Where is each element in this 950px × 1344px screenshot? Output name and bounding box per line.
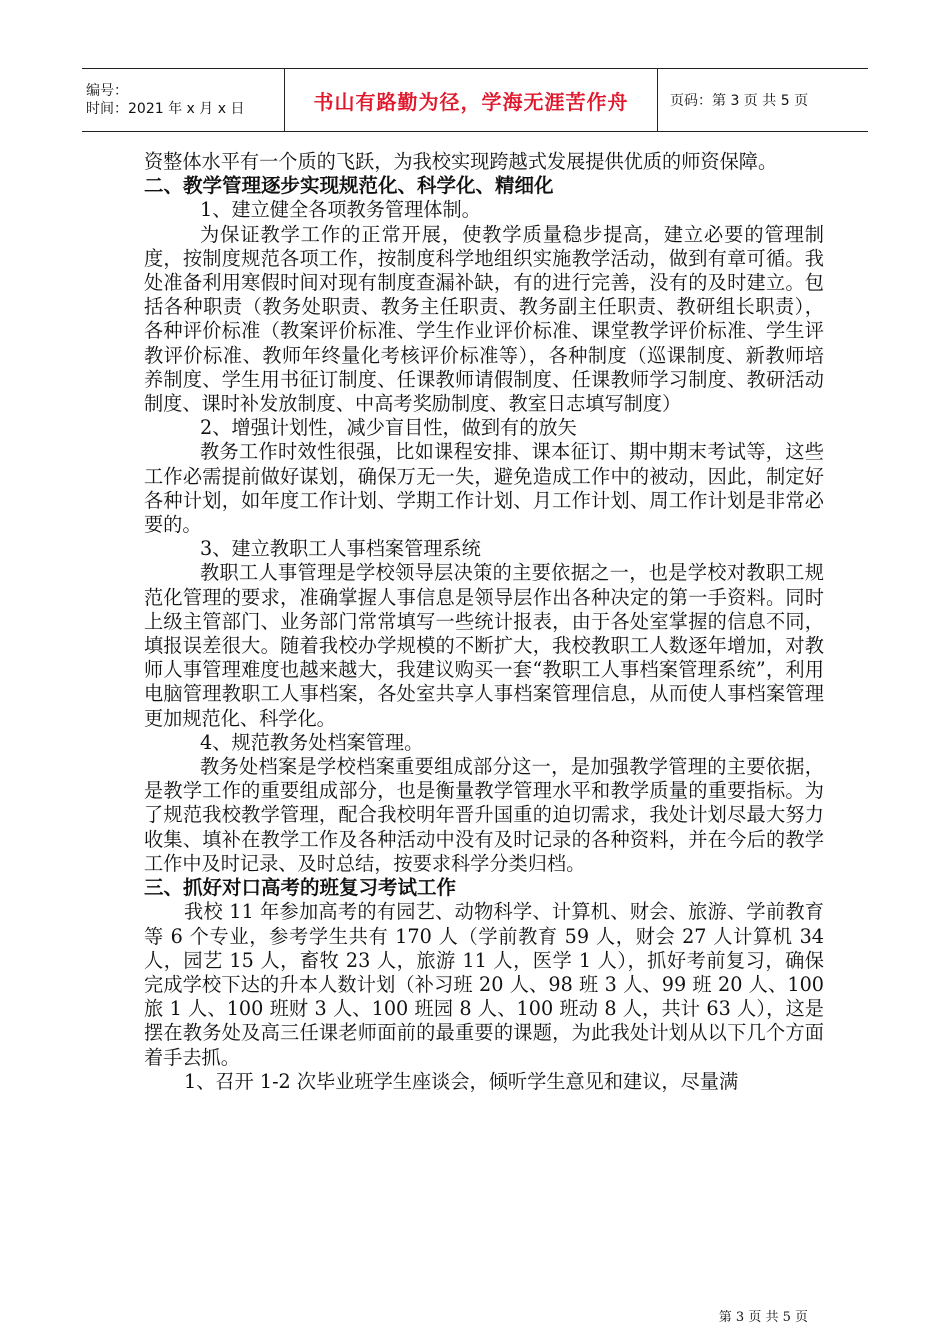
header-motto: 书山有路勤为径，学海无涯苦作舟 [313,89,629,114]
paragraph: 1、召开 1-2 次毕业班学生座谈会，倾听学生意见和建议，尽量满 [184,1069,739,1093]
document-number: 编号： [86,83,128,99]
paragraph: 资整体水平有一个质的飞跃，为我校实现跨越式发展提供优质的师资保障。 [144,150,778,173]
paragraph: 3、建立教职工人事档案管理系统 [200,537,481,561]
document-date: 时间：2021 年 x 月 x 日 [86,101,245,117]
paragraph: 1、建立健全各项教务管理体制。 [200,198,481,222]
paragraph: 我校 11 年参加高考的有园艺、动物科学、计算机、财会、旅游、学前教育等 6 个专业，参考学生共有 170 人（学前教育 59 人，财会 27 人计算机 34 人，园艺 15 人，畜牧 23 人，旅游 11 人，医学 1 人），抓好考前复习，确保完成学校下达的升本人数计划（补习班 20 人、98 班 3 人、99 班 20 人、100 旅 1 人、100 班财 3 人、100 班园 8 人、100 班动 8 人，共计 63 人），这是摆在教务处及高三任课老师面前的最重要的课题，为此我处计划从以下几个方面着手去抓。 [144,900,824,1069]
footer-page-number: 第 3 页 共 5 页 [718,1310,808,1325]
header-meta [82,69,285,131]
header-page-cell [658,69,868,131]
header-page-number: 页码：第 3 页 共 5 页 [670,93,809,109]
paragraph: 教务处档案是学校档案重要组成部分这一，是加强教学管理的主要依据，是教学工作的重要组成部分，也是衡量教学管理水平和教学质量的重要指标。为了规范我校教学管理，配合我校明年晋升国重的迫切需求，我处计划尽最大努力收集、填补在教学工作及各种活动中没有及时记录的各种资料，并在今后的教学工作中及时记录、及时总结，按要求科学分类归档。 [144,755,824,875]
document-body [144,150,824,1094]
paragraph: 2、增强计划性，减少盲目性，做到有的放矢 [200,416,577,440]
paragraph: 教务工作时效性很强，比如课程安排、课本征订、期中期末考试等，这些工作必需提前做好谋划，确保万无一失，避免造成工作中的被动，因此，制定好各种计划，如年度工作计划、学期工作计划、月工作计划、周工作计划是非常必要的。 [144,440,824,537]
paragraph: 为保证教学工作的正常开展，使教学质量稳步提高，建立必要的管理制度，按制度规范各项工作，按制度科学地组织实施教学活动，做到有章可循。我处准备利用寒假时间对现有制度查漏补缺，有的进行完善，没有的及时建立。包括各种职责（教务处职责、教务主任职责、教务副主任职责、教研组长职责），各种评价标准（教案评价标准、学生作业评价标准、课堂教学评价标准、学生评教评价标准、教师年终量化考核评价标准等），各种制度（巡课制度、新教师培养制度、学生用书征订制度、任课教师请假制度、任课教师学习制度、教研活动制度、课时补发放制度、中高考奖励制度、教室日志填写制度） [144,222,824,416]
header-motto-cell [285,69,658,131]
paragraph: 4、规范教务处档案管理。 [200,730,424,754]
section-heading: 二、教学管理逐步实现规范化、科学化、精细化 [144,174,554,198]
page-header [82,68,868,132]
section-heading: 三、抓好对口高考的班复习考试工作 [144,876,457,900]
paragraph: 教职工人事管理是学校领导层决策的主要依据之一，也是学校对教职工规范化管理的要求，准确掌握人事信息是领导层作出各种决定的第一手资料。同时上级主管部门、业务部门常常填写一些统计报表，由于各处室掌握的信息不同，填报误差很大。随着我校办学规模的不断扩大，我校教职工人数逐年增加，对教师人事管理难度也越来越大，我建议购买一套“教职工人事档案管理系统”，利用电脑管理教职工人事档案，各处室共享人事档案管理信息，从而使人事档案管理更加规范化、科学化。 [144,561,824,730]
